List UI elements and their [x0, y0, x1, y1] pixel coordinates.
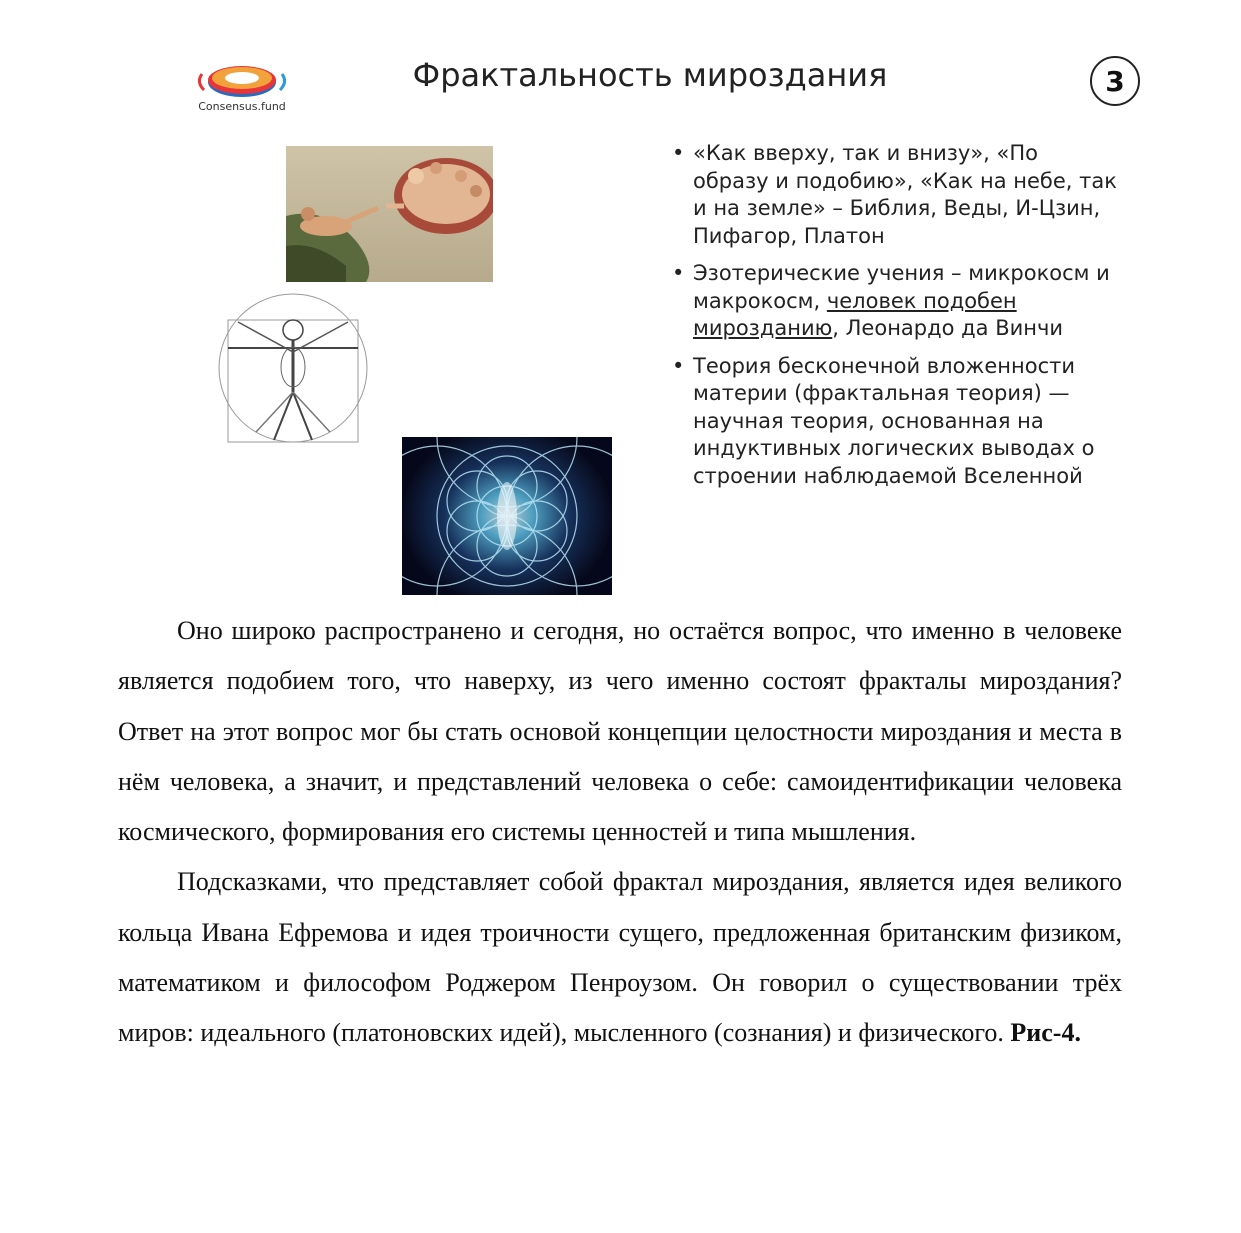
figure-reference: Рис-4. [1010, 1018, 1081, 1048]
creation-of-adam-image [286, 146, 493, 282]
consensus-logo [192, 62, 292, 117]
bullet-text: Эзотерические учения – микрокосм и макрокосм, [693, 261, 1110, 313]
slide-bullet-list [672, 140, 1117, 500]
fractal-geometry-image [402, 437, 612, 595]
paragraph [118, 857, 1122, 1058]
bullet-item: • Теория бесконечной вложенности материи (фрактальная теория) — научная теория, основанная на индуктивных логических выводах о строении наблюдаемой Вселенной [672, 353, 1117, 491]
ring-logo-icon [192, 62, 292, 102]
slide [0, 0, 1241, 600]
slide-title: Фрактальность мироздания [412, 56, 888, 94]
document-body [118, 606, 1122, 1059]
bullet-item [672, 260, 1117, 343]
underlined-phrase: человек подобен мирозданию [693, 288, 1017, 340]
paragraph: Оно широко распространено и сегодня, но остаётся вопрос, что именно в человеке является подобием того, что наверху, из чего именно состоят фракталы мироздания? Ответ на этот вопрос мог бы стать основой концепции целостности мироздания и места в нём человека, а значит, и представлений человека о себе: самоидентификации человека космического, формирования его системы ценностей и типа мышления. [118, 616, 1122, 847]
page-number-badge: 3 [1090, 56, 1140, 106]
vitruvian-man-image [214, 292, 372, 444]
paragraph-text: Подсказками, что представляет собой фрактал мироздания, является идея великого кольца Ивана Ефремова и идея троичности сущего, предложенная британским физиком, математиком и философом Роджером Пенроузом. Он говорил о существовании трёх миров: идеального (платоновских идей), мысленного (сознания) и физического. [118, 867, 1122, 1048]
logo-text: Consensus.fund [198, 100, 286, 113]
bullet-text: , Леонардо да Винчи [832, 316, 1064, 340]
bullet-item: • «Как вверху, так и внизу», «По образу и подобию», «Как на небе, так и на земле» – Библия, Веды, И-Цзин, Пифагор, Платон [672, 140, 1117, 250]
